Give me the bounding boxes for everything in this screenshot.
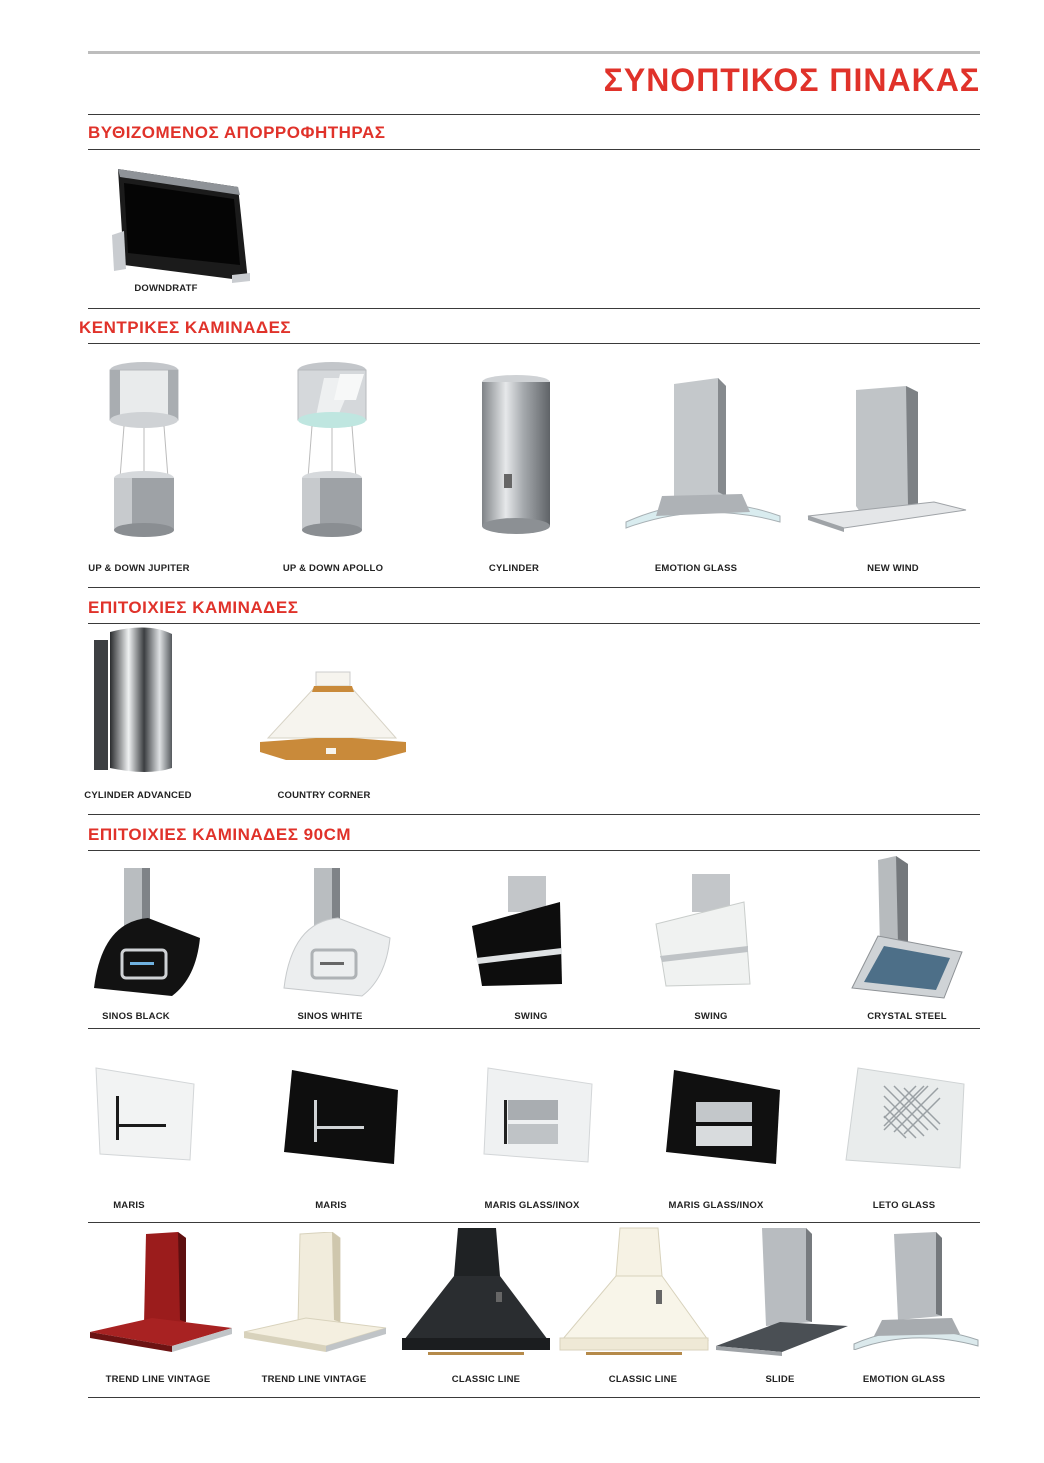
angled-hood-icon	[848, 856, 964, 1000]
product-label: UP & DOWN JUPITER	[88, 563, 190, 574]
product-label: LETO GLASS	[872, 1200, 936, 1211]
product-label: SWING	[694, 1011, 728, 1022]
island-hood-icon	[294, 360, 370, 538]
divider	[88, 814, 980, 815]
chimney-hood-icon	[400, 1226, 552, 1360]
chimney-hood-icon	[88, 1232, 234, 1354]
product-label: EMOTION GLASS	[862, 1374, 946, 1385]
divider	[88, 1028, 980, 1029]
product-label: CYLINDER	[488, 563, 540, 574]
product-label: CYLINDER ADVANCED	[84, 790, 192, 801]
angled-hood-icon	[664, 1068, 782, 1166]
chimney-hood-icon	[242, 1232, 388, 1354]
divider	[88, 1397, 980, 1398]
wall-hood-icon	[92, 626, 176, 776]
page-title: ΣΥΝΟΠΤΙΚΟΣ ΠΙΝΑΚΑΣ	[603, 62, 980, 98]
angled-hood-icon	[90, 1066, 198, 1164]
product-label: TREND LINE VINTAGE	[261, 1374, 367, 1385]
island-hood-icon	[106, 360, 182, 538]
section-title-wall-90: ΕΠΙΤΟΙΧΙΕΣ ΚΑΜΙΝΑΔΕΣ 90CM	[88, 825, 352, 844]
product-label: UP & DOWN APOLLO	[282, 563, 384, 574]
island-hood-icon	[804, 384, 968, 534]
island-hood-icon	[622, 376, 784, 532]
downdraft-hood-icon	[110, 165, 252, 283]
product-label: SWING	[514, 1011, 548, 1022]
product-label: SLIDE	[765, 1374, 795, 1385]
product-label: TREND LINE VINTAGE	[105, 1374, 211, 1385]
divider	[88, 149, 980, 150]
section-title-downdraft: ΒΥΘΙΖΟΜΕΝΟΣ ΑΠΟΡΡΟΦΗΤΗΡΑΣ	[88, 123, 386, 142]
section-title-island: ΚΕΝΤΡΙΚΕΣ ΚΑΜΙΝΑΔΕΣ	[79, 318, 292, 337]
product-label: MARIS GLASS/INOX	[484, 1200, 580, 1211]
angled-hood-icon	[654, 872, 754, 998]
product-label: CLASSIC LINE	[451, 1374, 521, 1385]
angled-hood-icon	[282, 1068, 400, 1166]
angled-hood-icon	[844, 1066, 966, 1170]
product-label: MARIS GLASS/INOX	[668, 1200, 764, 1211]
product-label: MARIS	[113, 1200, 145, 1211]
product-label: COUNTRY CORNER	[277, 790, 371, 801]
divider	[88, 1222, 980, 1223]
product-label: EMOTION GLASS	[654, 563, 738, 574]
product-label: CLASSIC LINE	[608, 1374, 678, 1385]
product-label: SINOS BLACK	[102, 1011, 170, 1022]
divider	[88, 623, 980, 624]
divider	[88, 114, 980, 115]
divider	[88, 587, 980, 588]
product-label: SINOS WHITE	[297, 1011, 363, 1022]
product-label: DOWNDRATF	[134, 283, 198, 294]
product-label: MARIS	[315, 1200, 347, 1211]
product-label: NEW WIND	[867, 563, 919, 574]
angled-hood-icon	[470, 874, 570, 998]
divider	[88, 308, 980, 309]
wall-hood-icon	[256, 668, 408, 764]
angled-hood-icon	[480, 1066, 596, 1166]
angled-hood-icon	[92, 866, 204, 1000]
top-rule	[88, 51, 980, 54]
chimney-hood-icon	[714, 1226, 850, 1358]
section-title-wall: ΕΠΙΤΟΙΧΙΕΣ ΚΑΜΙΝΑΔΕΣ	[88, 598, 299, 617]
island-hood-icon	[478, 374, 554, 536]
angled-hood-icon	[282, 866, 394, 1000]
divider	[88, 850, 980, 851]
product-label: CRYSTAL STEEL	[867, 1011, 947, 1022]
chimney-hood-icon	[558, 1226, 710, 1360]
divider	[88, 343, 980, 344]
chimney-hood-icon	[852, 1232, 980, 1350]
